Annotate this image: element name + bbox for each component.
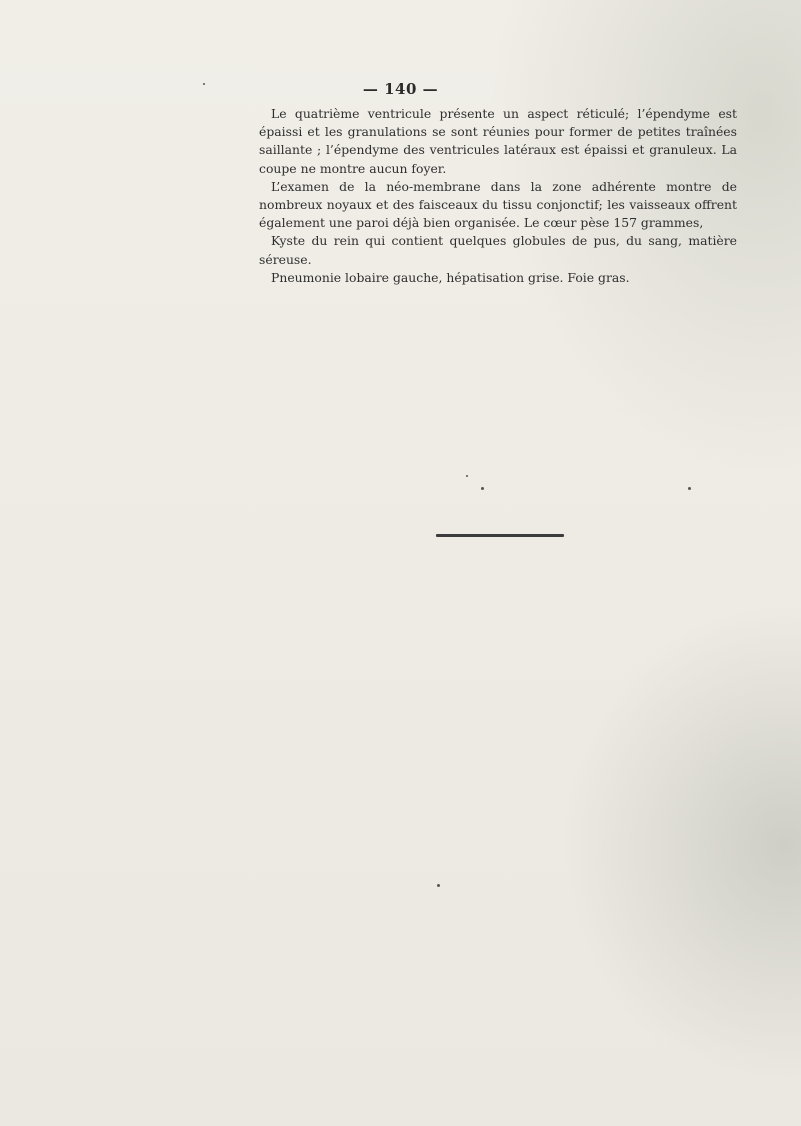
body-text xyxy=(259,105,737,287)
paragraph-ventricle: Le quatrième ventricule présente un aspect réticulé; l’épendyme est épaissi et les granulations se sont réunies pour former de petites traînées saillante ; l’épendyme des ventricules latéraux est épaissi et granuleux. La coupe ne montre aucun foyer. xyxy=(259,106,737,176)
paragraph-pneumonia: Pneumonie lobaire gauche, hépatisation grise. Foie gras. xyxy=(271,269,630,285)
ink-speck xyxy=(203,83,205,85)
ink-speck xyxy=(481,487,484,490)
ink-speck xyxy=(437,884,440,887)
ink-speck xyxy=(688,487,691,490)
page-number: — 140 — xyxy=(362,80,439,98)
divider-rule xyxy=(436,534,564,537)
paragraph-kidney-cyst: Kyste du rein qui contient quelques globules de pus, du sang, matière séreuse. xyxy=(259,233,737,267)
ink-speck xyxy=(466,475,468,477)
paragraph-neo-membrane: L’examen de la néo-membrane dans la zone adhérente montre de nombreux noyaux et des faisceaux du tissu conjonctif; les vaisseaux offrent également une paroi déjà bien organisée. Le cœur pèse 157 grammes, xyxy=(259,178,737,231)
